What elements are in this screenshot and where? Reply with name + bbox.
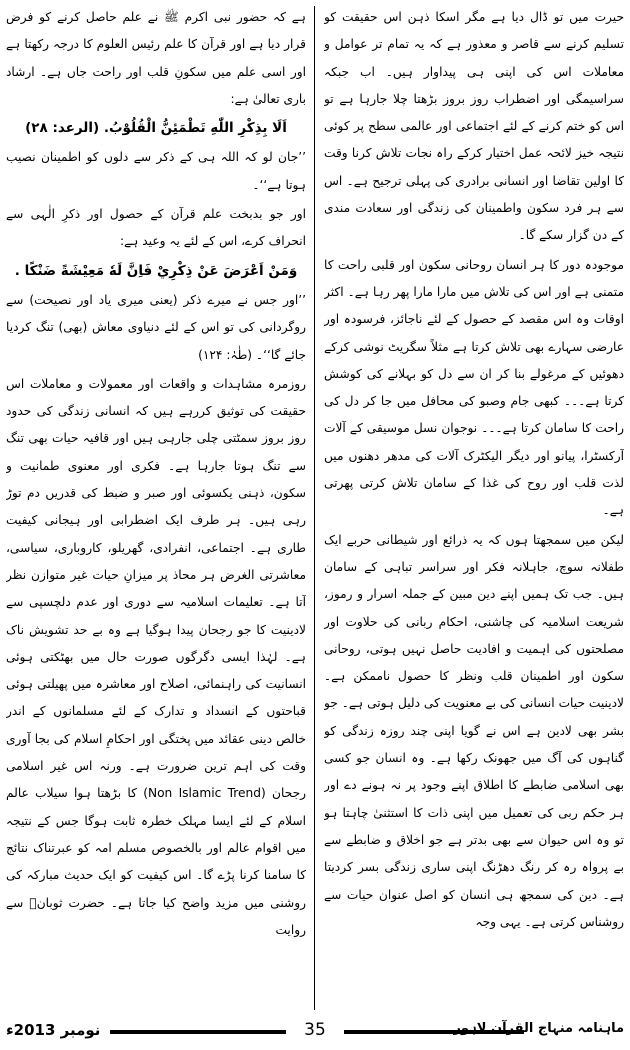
footer-rule-left — [110, 1030, 286, 1034]
page-footer — [6, 1018, 624, 1044]
right-column — [324, 4, 624, 1012]
verse-translation-1: ’’جان لو کہ اللہ ہی کے ذکر سے دلوں کو اطمینان نصیب ہوتا ہے‘‘۔ — [6, 150, 306, 192]
left-paragraph-intro: ہے کہ حضور نبی اکرم ﷺ نے علم حاصل کرنے کو فرض قرار دیا ہے اور قرآن کا علم رئیس العلوم کا درجہ رکھتا ہے اور اسی علم میں سکونِ قلب اور راحت جاں ہے۔ ارشاد باری تعالیٰ ہے: — [6, 10, 306, 106]
right-paragraph-1: حیرت میں تو ڈال دیا ہے مگر اسکا ذہن اس حقیقت کو تسلیم کرنے سے قاصر و معذور ہے کہ یہ تمام تر عوامل و معاملات اس کی اپنی ہی پیداوار ہیں۔ اب جبکہ سراسیمگی اور اضطراب روز بروز بڑھتا چلا جارہا ہے تو اس کو ختم کرنے کے لئے اجتماعی اور عالمی سطح پر کوئی نتیجہ خیز لائحہ عمل اختیار کرکے راہ نجات تلاش کرنا وقت کا اولین تقاضا اور انسانی برادری کی پہلی ترجیح ہے۔ اس سے ہر فرد سکون واطمینان کی زندگی اور سعادت مندی کے دن گزار سکے گا۔ — [324, 10, 624, 243]
left-paragraph-warning: اور جو بدبخت علم قرآن کے حصول اور ذکرِ الٰہی سے انحراف کرے، اس کے لئے یہ وعید ہے: — [6, 207, 306, 249]
issue-date: نومبر 2013ء — [6, 1021, 101, 1039]
left-column — [6, 4, 306, 1012]
quran-verse-2: وَمَنْ اَعْرَضَ عَنْ ذِكْرِيْ فَاِنَّ لَهٗ مَعِيْشَةً ضَنْكًا . — [14, 262, 298, 279]
magazine-masthead: ماہنامہ منہاج القرآن لاہور — [453, 1021, 624, 1036]
verse-translation-2: ’’اور جس نے میرے ذکر (یعنی میری یاد اور نصیحت) سے روگردانی کی تو اس کے لئے دنیاوی معاش (بھی) تنگ کردیا جائے گا‘‘۔ (طٰہٰ: ۱۲۴) — [6, 292, 306, 362]
right-paragraph-2: موجودہ دور کا ہر انسان روحانی سکون اور قلبی راحت کا متمنی ہے اور اس کی تلاش میں مارا مارا پھر رہا ہے۔ اکثر اوقات وہ اس مقصد کے حصول کے لئے ناجائز، فرسودہ اور عارضی سہارے بھی تلاش کرتا ہے مثلاً سگریٹ نوشی کرکے دھوئیں کے مرغولے بنا کر ان سے دل کو بہلانے کی کوشش کرتا ہے۔۔۔ کبھی جام وصبو کی محافل میں جا کر دل کی راحت کا سامان کرتا ہے۔۔۔ نوجوان نسل موسیقی کے آلات آرکسٹرا، پیانو اور دیگر الیکٹرک آلات کی مدھر دھنوں میں لذت قلب اور روح کی غذا کے سامان تلاش کرتی پھرتی ہے۔ — [324, 257, 624, 518]
quran-verse-1: اَلَا بِذِكْرِ اللّٰهِ تَطْمَئِنُّ الْقُلُوْبُ. (الرعد: ۲۸) — [25, 120, 287, 137]
page-number: 35 — [304, 1020, 326, 1040]
left-paragraph-main: روزمرہ مشاہدات و واقعات اور معمولات و معاملات اس حقیقت کی توثیق کررہے ہیں کہ انسانی زندگی کی حدود روز بروز سمٹتی چلی جارہی ہیں اور قافیہ حیات بھی تنگ سے تنگ ہوتا جارہا ہے۔ فکری اور معنوی طمانیت و سکون، ذہنی یکسوئی اور صبر و ضبط کی قدریں دم توڑ رہی ہیں۔ ہر طرف ایک اضطرابی اور ہیجانی کیفیت طاری ہے۔ اجتماعی، انفرادی، گھریلو، کاروباری، سیاسی، معاشرتی الغرض ہر محاذ پر میزانِ حیات غیر متوازن نظر آتا ہے۔ تعلیمات اسلامیہ سے دوری اور عدم دلچسپی سے لادینیت کا جو رجحان پیدا ہوگیا ہے وہ بے حد تشویش ناک ہے۔ لہٰذا ایسی دگرگوں صورت حال میں بھٹکتی ہوئی انسانیت کی راہنمائی، اصلاح اور معاشرہ میں پھیلتی ہوئی قباحتوں کے انسداد و تدارک کے لئے مسلمانوں کے اندر خالص دینی عقائد میں پختگی اور احکامِ اسلام کی بجا آوری وقت کی اہم ترین ضرورت ہے۔ ورنہ اس غیر اسلامی رجحان (Non Islamic Trend) کا بڑھتا ہوا سیلاب عالم اسلام کے لئے ایسا مہلک خطرہ ثابت ہوگا جس کے نتیجہ میں اقوام عالم اور بالخصوص مسلم امہ کو عبرتناک نتائج کا سامنا کرنا پڑے گا۔ اس کیفیت کو ایک حدیث مبارکہ کی روشنی میں مزید واضح کیا جاتا ہے۔ حضرت ثوبانؓ سے روایت — [6, 376, 306, 937]
right-paragraph-3: لیکن میں سمجھتا ہوں کہ یہ ذرائع اور شیطانی حربے ایک طفلانہ سوچ، جاہلانہ فکر اور سراسر تباہی کے سامان ہیں۔ جب تک ہمیں اپنے دین مبین کے جملہ اسرار و رموز، شریعت اسلامیہ کی چاشنی، احکام ربانی کی حلاوت اور مصلحتوں کی اہمیت و افادیت حاصل نہیں ہوتی، روحانی سکون اور اطمینان قلب ونظر کا حصول ناممکن ہے۔ لادینیت حیات انسانی کی بے معنویت کی دلیل ہوتی ہے۔ جو بشر بھی لادین ہے اس نے گویا اپنی چند روزہ زندگی کو گناہوں کی آگ میں جھونک رکھا ہے۔ وہ انسان جو کسی بھی اسلامی ضابطے کا اطلاق اپنے وجود پر نہ ہونے دے اور ہر حکم ربی کی تعمیل میں اپنی ذات کا استثنیٰ چاہتا ہو تو وہ اس حیوان سے بھی بدتر ہے جو اخلاق و ضابطے سے بے پرواہ رہ کر رنگ دھڑنگ اپنی ساری زندگی بسر کردیتا ہے۔ دین کی سمجھ ہی انسان کو اصل عنوان حیات سے روشناس کرتی ہے۔ یہی وجہ — [324, 532, 624, 929]
column-divider — [314, 6, 315, 1010]
magazine-page — [6, 4, 624, 1014]
